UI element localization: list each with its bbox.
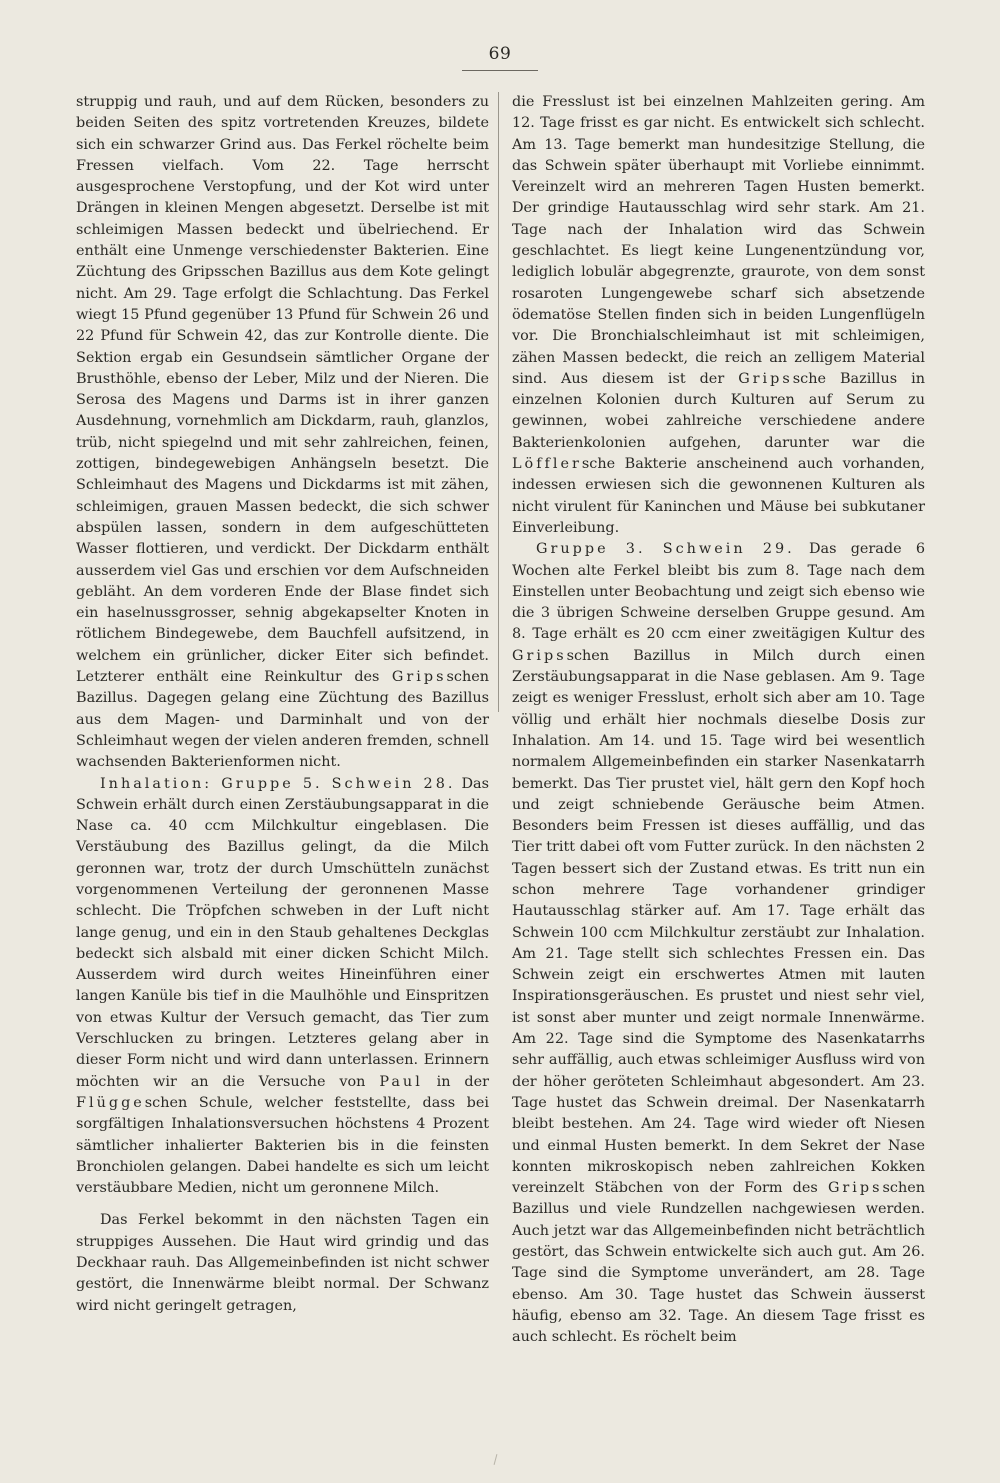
left-p2-name-flugge: Flügge	[76, 1094, 145, 1111]
left-p1-name-grips: Grips	[391, 669, 447, 686]
left-p1-text: struppig und rauh, und auf dem Rücken, besonders zu beiden Seiten des spitz vortretenden Kreuzes, bildete sich ein schwarzer Grind aus. Das Ferkel röchelte beim Fressen vielfach. Vom 22. Tage herrscht ausgesprochene Verstopfung, und der Kot wird unter Drängen in kleinen Mengen abgesetzt. Derselbe ist mit schleimigen Massen bedeckt und übelriechend. Er enthält eine Unmenge verschiedenster Bakterien. Eine Züchtung des Gripsschen Bazillus aus dem Kote gelingt nicht. Am 29. Tage erfolgt die Schlachtung. Das Ferkel wiegt 15 Pfund gegenüber 13 Pfund für Schwein 26 und 22 Pfund für Schwein 42, das zur Kontrolle diente. Die Sektion ergab ein Gesundsein sämtlicher Organe der Brusthöhle, ebenso der Leber, Milz und der Nieren. Die Serosa des Magens und Darms ist in ihrer ganzen Ausdehnung, vornehmlich am Dickdarm, rauh, glanzlos, trüb, nicht spiegelnd und mit sehr zahlreichen, feinen, zottigen, bindegewebigen Anhängseln besetzt. Die Schleimhaut des Magens und Dickdarms ist mit zähen, schleimigen, grauen Massen bedeckt, die sich schwer abspülen lassen, sondern in dem aufgeschütteten Wasser flottieren, und verdickt. Der Dickdarm enthält ausserdem viel Gas und erschien vor dem Aufschneiden gebläht. An dem vorderen Ende der Blase findet sich ein haselnussgrosser, sehnig abgekapselter Knoten in rötlichem Bindegewebe, dem Bauchfell aufsitzend, in welchem ein grünlicher, dicker Eiter sich befindet. Letzterer enthält eine Reinkultur des	[76, 94, 489, 686]
right-p1-name-grips: Grips	[738, 370, 793, 387]
right-p1-name-loffler: Löffler	[512, 456, 582, 473]
left-p2-label: Inhalation: Gruppe 5. Schwein 28.	[100, 775, 456, 792]
right-column	[512, 92, 925, 1349]
right-p2-text-b: schen Bazillus in Milch durch einen Zerstäubungsapparat in die Nase geblasen. Am 9. Tage zeigt es weniger Fresslust, erholt sich aber am 10. Tage völlig und erhält hier nochmals dieselbe Dosis zur Inhalation. Am 14. und 15. Tage wird bei wesentlich normalem Allgemeinbefinden ein starker Nasenkatarrh bemerkt. Das Tier prustet viel, hält gern den Kopf hoch und zeigt schniebende Geräusche beim Atmen. Besonders beim Fressen ist dieses auffällig, und das Tier tritt dabei oft vom Futter zurück. In den nächsten 2 Tagen bessert sich der Zustand etwas. Es tritt nun ein schon mehrere Tage vorhandener grindiger Hautausschlag stärker auf. Am 17. Tage erhält das Schwein 100 ccm Milchkultur zerstäubt zur Inhalation. Am 21. Tage stellt sich schlechtes Fressen ein. Das Schwein zeigt ein erschwertes Atmen mit lauten Inspirationsgeräuschen. Es prustet und niest sehr viel, ist sonst aber munter und zeigt normale Innenwärme. Am 22. Tage sind die Symptome des Nasenkatarrhs sehr auffällig, auch etwas schleimiger Ausfluss wird von der höher geröteten Schleimhaut abgesondert. Am 23. Tage hustet das Schwein dreimal. Der Nasenkatarrh bleibt bestehen. Am 24. Tage wird wieder oft Niesen und einmal Husten bemerkt. In dem Sekret der Nase konnten mikroskopisch neben zahlreichen Kokken vereinzelt Stäbchen von der Form des	[512, 647, 925, 1197]
left-paragraph-1	[76, 92, 489, 774]
right-p1-text-c: sche Bakterie anscheinend auch vorhanden, indessen erwiesen sich die gewonnenen Kulturen als nicht virulent für Kaninchen und Mäuse bei subkutaner Einverleibung.	[512, 456, 925, 536]
left-p2-text-c: schen Schule, welcher feststellte, dass bei sorgfältigen Inhalationsversuchen höchstens 4 Prozent sämtlicher inhalierter Bakterien bis in die feinsten Bronchiolen gelangen. Dabei handelte es sich um leicht verstäubbare Medien, nicht um geronnene Milch.	[76, 1094, 489, 1197]
left-p2-text-a: Das Schwein erhält durch einen Zerstäubungsapparat in die Nase ca. 40 ccm Milchkultur eingeblasen. Die Verstäubung des Bazillus gelingt, da die Milch geronnen war, trotz der durch Umschütteln zunächst vorgenommenen Verteilung der geronnenen Masse schlecht. Die Tröpfchen schweben in der Luft nicht lange genug, und ein in den Staub gehaltenes Deckglas bedeckt sich alsbald mit einer dicken Schicht Milch. Ausserdem wird durch weites Hineinführen einer langen Kanüle bis tief in die Maulhöhle und Einspritzen von etwas Kultur der Versuch gemacht, das Tier zum Verschlucken zu bringen. Letzteres gelang aber in dieser Form nicht und wird dann unterlassen. Erinnern möchten wir an die Versuche von	[76, 775, 489, 1090]
header-rule	[462, 70, 538, 71]
right-p2-text-a: Das gerade 6 Wochen alte Ferkel bleibt bis zum 8. Tage nach dem Einstellen unter Beobachtung und zeigt sich ebenso wie die 3 übrigen Schweine derselben Gruppe gesund. Am 8. Tage erhält es 20 ccm einer zweitägigen Kultur des	[512, 541, 925, 643]
page-number: 69	[488, 44, 512, 64]
left-paragraph-2	[76, 774, 489, 1200]
right-p2-name-grips: Grips	[512, 647, 567, 664]
right-p1-text-a: die Fresslust ist bei einzelnen Mahlzeiten gering. Am 12. Tage frisst es gar nicht. Es entwickelt sich schlecht. Am 13. Tage bemerkt man hundesitzige Stellung, die das Schwein später überhaupt mit Vorliebe einnimmt. Vereinzelt wird an mehreren Tagen Husten bemerkt. Der grindige Hautausschlag wird sehr stark. Am 21. Tage nach der Inhalation wird das Schwein geschlachtet. Es liegt keine Lungenentzündung vor, lediglich lobulär abgegrenzte, graurote, von dem sonst rosaroten Lungengewebe scharf sich absetzende ödematöse Stellen finden sich in beiden Lungenflügeln vor. Die Bronchialschleimhaut ist mit schleimigen, zähen Massen bedeckt, die reich an zelligem Material sind. Aus diesem ist der	[512, 94, 925, 387]
column-divider	[498, 92, 499, 712]
left-p2-text-b: in der	[436, 1073, 489, 1090]
right-p2-label: Gruppe 3. Schwein 29.	[536, 541, 795, 558]
right-p2-text-c: schen Bazillus und viele Rundzellen nachgewiesen werden. Auch jetzt war das Allgemeinbefinden nicht beträchtlich gestört, das Schwein entwickelte sich auch gut. Am 26. Tage sind die Symptome unverändert, am 28. Tage ebenso. Am 30. Tage hustet das Schwein äusserst häufig, ebenso am 32. Tage. An diesem Tage frisst es auch schlecht. Es röchelt beim	[512, 1180, 926, 1346]
right-p1-text-b: sche Bazillus in einzelnen Kolonien durch Kulturen auf Serum zu gewinnen, wobei zahlreiche verschiedene andere Bakterienkolonien aufgehen, darunter war die	[512, 370, 925, 451]
right-paragraph-1	[512, 92, 925, 539]
left-column	[76, 92, 489, 1317]
right-p2-name-grips-2: Grips	[827, 1180, 883, 1197]
right-paragraph-2	[512, 539, 925, 1348]
left-p1-text-end: schen Bazillus. Dagegen gelang eine Züchtung des Bazillus aus dem Magen- und Darminhalt und von der Schleimhaut wegen der vielen anderen fremden, schnell wachsenden Bakterienformen nicht.	[76, 669, 489, 771]
page-mark	[494, 1454, 498, 1465]
left-paragraph-3: Das Ferkel bekommt in den nächsten Tagen ein struppiges Aussehen. Die Haut wird grindig und das Deckhaar rauh. Das Allgemeinbefinden ist nicht schwer gestört, die Innenwärme bleibt normal. Der Schwanz wird nicht geringelt getragen,	[76, 1212, 489, 1314]
left-p2-name-paul: Paul	[379, 1073, 423, 1090]
